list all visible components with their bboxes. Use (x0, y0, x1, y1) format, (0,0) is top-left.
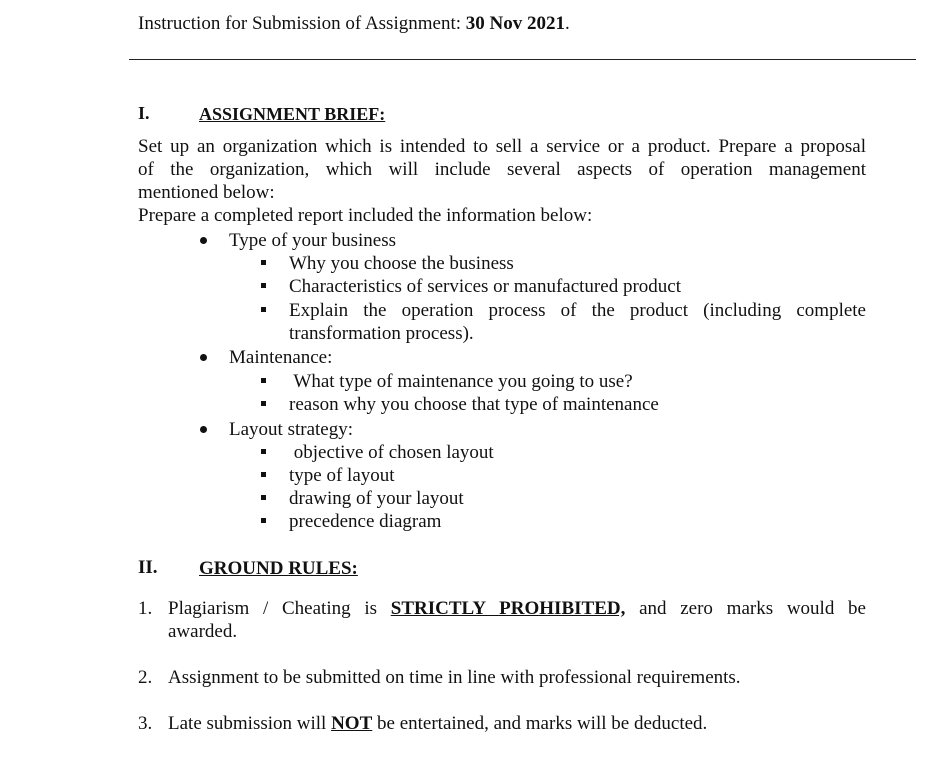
bullet-dot (200, 426, 207, 433)
square-bullet (261, 495, 266, 500)
square-bullet (261, 378, 266, 383)
rule-2-number: 2. (138, 667, 153, 688)
section-2-heading: GROUND RULES: (199, 558, 358, 579)
square-bullet (261, 472, 266, 477)
section-1-heading: ASSIGNMENT BRIEF: (199, 104, 386, 124)
rule-1-pre: Plagiarism / Cheating is (168, 598, 391, 619)
submission-instruction (138, 12, 570, 35)
sub-item: What type of maintenance you going to use? (289, 371, 633, 392)
brief-paragraph-line-1: Set up an organization which is intended to sell a service or a product. Prepare a proposal (138, 136, 866, 157)
sub-item: type of layout (289, 465, 395, 486)
not-emphasis: NOT (331, 713, 373, 734)
header-divider (129, 59, 916, 60)
bullet-maintenance: Maintenance: (229, 347, 333, 368)
rule-1-line-2: awarded. (168, 621, 238, 642)
square-bullet (261, 518, 266, 523)
square-bullet (261, 260, 266, 265)
rule-1-post: and zero marks would be (625, 598, 866, 619)
bullet-type-of-business: Type of your business (229, 230, 397, 251)
rule-3-post: be entertained, and marks will be deducted. (372, 713, 708, 734)
sub-item: objective of chosen layout (289, 442, 494, 463)
brief-paragraph-2: Prepare a completed report included the information below: (138, 205, 593, 226)
section-1-numeral: I. (138, 103, 150, 123)
sub-item: Explain the operation process of the product (including complete (289, 300, 866, 321)
section-2-numeral: II. (138, 557, 158, 578)
rule-1-number: 1. (138, 598, 153, 619)
brief-paragraph-line-3: mentioned below: (138, 182, 275, 203)
due-date: 30 Nov 2021 (465, 13, 565, 34)
rule-3-number: 3. (138, 713, 153, 734)
bullet-layout-strategy: Layout strategy: (229, 419, 353, 440)
sub-item-continuation: transformation process). (289, 323, 474, 344)
sub-item: drawing of your layout (289, 488, 464, 509)
rule-3-text (168, 712, 707, 735)
square-bullet (261, 449, 266, 454)
square-bullet (261, 307, 266, 312)
sub-item: Characteristics of services or manufactured product (289, 276, 681, 297)
rule-1-line-1 (168, 597, 866, 620)
square-bullet (261, 283, 266, 288)
bullet-dot (200, 237, 207, 244)
sub-item: Why you choose the business (289, 253, 514, 274)
instruction-prefix: Instruction for Submission of Assignment: (138, 13, 466, 34)
rule-2-text: Assignment to be submitted on time in line with professional requirements. (168, 667, 741, 688)
sub-item: reason why you choose that type of maintenance (289, 394, 659, 415)
strictly-prohibited: STRICTLY PROHIBITED, (390, 598, 626, 619)
square-bullet (261, 401, 266, 406)
brief-paragraph-line-2: of the organization, which will include several aspects of operation management (138, 159, 866, 180)
bullet-dot (200, 354, 207, 361)
instruction-suffix: . (564, 13, 570, 34)
sub-item: precedence diagram (289, 511, 442, 532)
rule-3-pre: Late submission will (168, 713, 332, 734)
